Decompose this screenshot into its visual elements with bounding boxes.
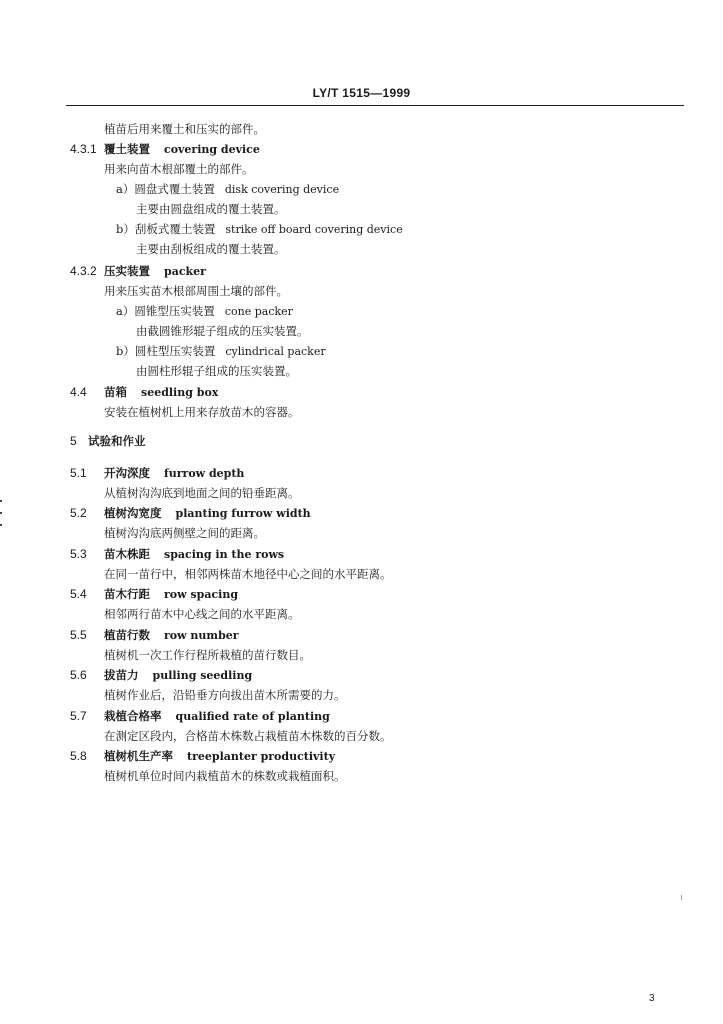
term-line: [104, 264, 206, 279]
term-line: [104, 668, 252, 683]
sub-term-en: strike off board covering device: [225, 223, 403, 236]
term-line: [104, 749, 335, 764]
sub-term-zh: b）刮板式覆土装置: [116, 222, 216, 236]
term-line: [104, 466, 244, 481]
term-line: [104, 628, 239, 643]
sub-term-line: [116, 304, 293, 319]
term-en: planting furrow width: [175, 507, 311, 520]
definition-text: 用来向苗木根部覆土的部件。: [104, 162, 254, 176]
clause-number: 5.4: [70, 587, 87, 601]
definition-text: 主要由圆盘组成的覆土装置。: [136, 202, 286, 216]
term-zh: 植树沟宽度: [104, 506, 162, 520]
term-line: [104, 587, 238, 602]
clause-number: 5.6: [70, 668, 87, 682]
term-line: [104, 547, 284, 562]
standard-code-header: LY/T 1515—1999: [312, 86, 411, 100]
term-line: [104, 142, 260, 157]
term-en: furrow depth: [164, 467, 245, 480]
term-line: [104, 385, 218, 400]
term-zh: 苗箱: [104, 385, 127, 399]
sub-term-line: [116, 182, 339, 197]
continuation-text: 植苗后用来覆土和压实的部件。: [104, 122, 265, 136]
sub-term-en: disk covering device: [224, 183, 340, 196]
definition-text: 安装在植树机上用来存放苗木的容器。: [104, 405, 300, 419]
term-zh: 栽植合格率: [104, 709, 162, 723]
sub-term-zh: b）圆柱型压实装置: [116, 344, 216, 358]
page-number: 3: [649, 993, 655, 1004]
definition-text: 由截圆锥形辊子组成的压实装置。: [136, 324, 309, 338]
term-en: treeplanter productivity: [187, 750, 336, 763]
definition-text: 在同一苗行中，相邻两株苗木地径中心之间的水平距离。: [104, 567, 392, 581]
sub-term-en: cylindrical packer: [225, 345, 326, 358]
definition-text: 植树机一次工作行程所栽植的苗行数目。: [104, 648, 311, 662]
section-number: 5: [70, 434, 77, 448]
term-en: row spacing: [164, 588, 239, 601]
sub-term-line: [116, 344, 326, 359]
definition-text: 从植树沟沟底到地面之间的铅垂距离。: [104, 486, 300, 500]
clause-number: 5.5: [70, 628, 87, 642]
definition-text: 由圆柱形辊子组成的压实装置。: [136, 364, 297, 378]
clause-number: 5.2: [70, 506, 87, 520]
term-line: [104, 709, 330, 724]
term-zh: 苗木株距: [104, 547, 150, 561]
term-en: spacing in the rows: [164, 548, 285, 561]
definition-text: 植树作业后，沿铅垂方向拔出苗木所需要的力。: [104, 688, 346, 702]
definition-text: 植树机单位时间内栽植苗木的株数或栽植面积。: [104, 769, 346, 783]
sub-term-zh: a）圆盘式覆土装置: [116, 182, 215, 196]
term-zh: 开沟深度: [104, 466, 150, 480]
section-title: 试验和作业: [88, 434, 146, 448]
term-en: covering device: [164, 143, 260, 156]
definition-text: 植树沟沟底两侧壁之间的距离。: [104, 526, 265, 540]
definition-text: 在测定区段内，合格苗木株数占栽植苗木株数的百分数。: [104, 729, 392, 743]
term-zh: 植苗行数: [104, 628, 150, 642]
sub-term-line: [116, 222, 403, 237]
binding-mark: [0, 512, 2, 514]
sub-term-en: cone packer: [224, 305, 293, 318]
term-en: qualified rate of planting: [175, 710, 330, 723]
term-zh: 压实装置: [104, 264, 150, 278]
term-en: row number: [164, 629, 239, 642]
term-en: packer: [164, 265, 206, 278]
clause-number: 5.7: [70, 709, 87, 723]
clause-number: 4.4: [70, 385, 87, 399]
definition-text: 相邻两行苗木中心线之间的水平距离。: [104, 607, 300, 621]
term-en: seedling box: [141, 386, 219, 399]
definition-text: 主要由刮板组成的覆土装置。: [136, 242, 286, 256]
term-line: [104, 506, 311, 521]
clause-number: 5.3: [70, 547, 87, 561]
header-rule: [66, 105, 684, 106]
term-zh: 覆土装置: [104, 142, 150, 156]
clause-number: 5.8: [70, 749, 87, 763]
clause-number: 4.3.1: [70, 142, 97, 156]
term-zh: 拔苗力: [104, 668, 139, 682]
sub-term-zh: a）圆锥型压实装置: [116, 304, 215, 318]
term-zh: 植树机生产率: [104, 749, 173, 763]
term-en: pulling seedling: [152, 669, 253, 682]
definition-text: 用来压实苗木根部周围土壤的部件。: [104, 284, 288, 298]
clause-number: 5.1: [70, 466, 87, 480]
binding-mark: [0, 500, 2, 502]
binding-mark: [0, 524, 2, 526]
term-zh: 苗木行距: [104, 587, 150, 601]
clause-number: 4.3.2: [70, 264, 97, 278]
scan-mark: [681, 895, 682, 900]
